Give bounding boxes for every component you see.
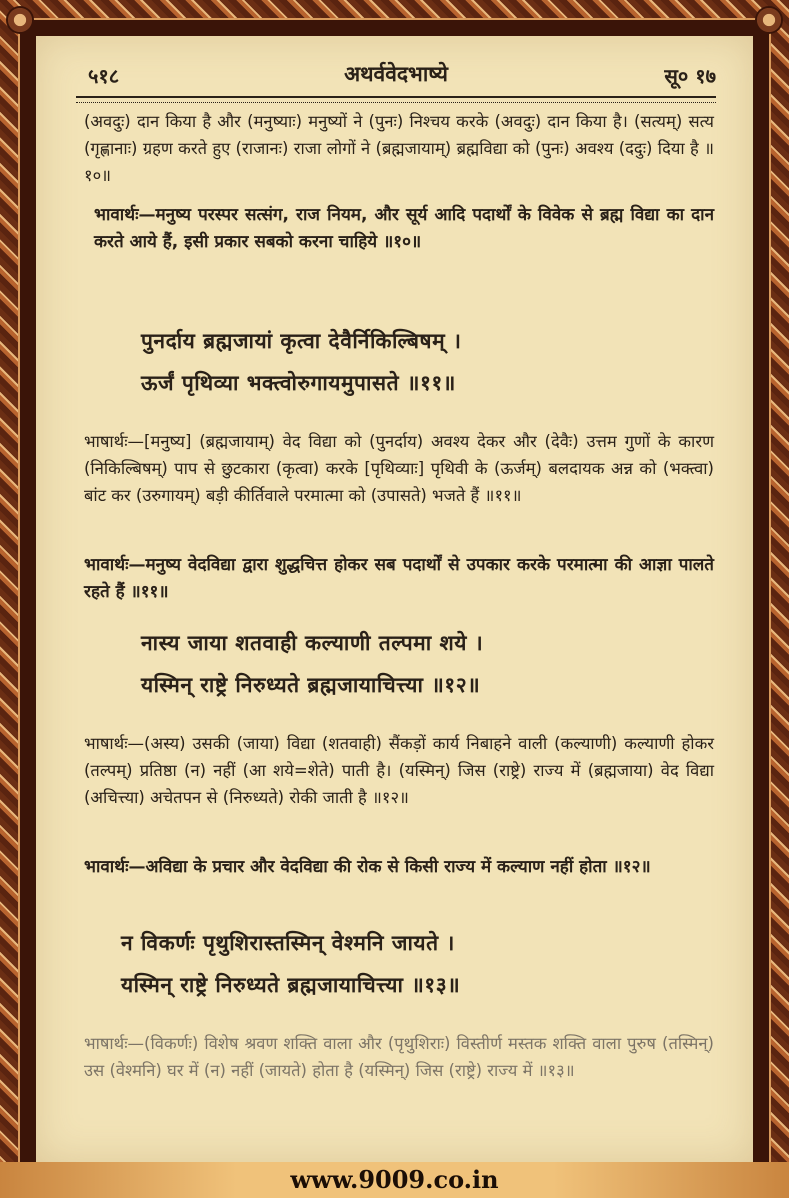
paragraph-bhavarth-12: भावार्थः—अविद्या के प्रचार और वेदविद्या की रोक से किसी राज्य में कल्याण नहीं होता ॥१२॥ [84, 857, 651, 877]
header-divider [76, 96, 716, 103]
paragraph-bhasharth-12: भाषार्थः—(अस्य) उसकी (जाया) विद्या (शतवाही) सैंकड़ों कार्य निबाहने वाली (कल्याणी) कल्याणी होकर (तल्पम्) प्रतिष्ठा (न) नहीं (आ शये=शेते) पाती है। (यस्मिन्) जिस (राष्ट्रे) राज्य में (ब्रह्मजाया) वेद विद्या (अचित्त्या) अचेतपन से (निरुध्यते) रोकी जाती है ॥१२॥ [84, 734, 714, 807]
book-page [36, 36, 753, 1162]
verse-13 [121, 922, 681, 1006]
paragraph-bhasharth-11: भाषार्थः—[मनुष्य] (ब्रह्मजायाम्) वेद विद्या को (पुनर्दाय) अवश्य देकर और (देवैः) उत्तम गुणों के कारण (निकिल्बिषम्) पाप से छुटकारा (कृत्वा) करके [पृथिव्याः] पृथिवी के (ऊर्जम्) बलदायक अन्न को (भक्त्वा) बांट कर (उरुगायम्) बड़ी कीर्तिवाले परमात्मा को (उपासते) भजते हैं ॥११॥ [84, 432, 714, 505]
paragraph-bhavarth-11: भावार्थः—मनुष्य वेदविद्या द्वारा शुद्धचित्त होकर सब पदार्थों से उपकार करके परमात्मा की आज्ञा पालते रहते हैं ॥११॥ [84, 555, 714, 602]
verse-line: यस्मिन् राष्ट्रे निरुध्यते ब्रह्मजायाचित्त्या ॥१३॥ [121, 972, 461, 997]
corner-ornament-icon [755, 6, 783, 34]
verse-11 [141, 320, 701, 404]
verse-12 [141, 622, 701, 706]
page-header [76, 58, 716, 92]
page-number: ५१८ [88, 64, 120, 88]
verse-line: ऊर्जं पृथिव्या भक्त्वोरुगायमुपासते ॥११॥ [141, 370, 456, 395]
sukta-number: सू० १७ [664, 64, 716, 88]
paragraph-bhavarth-10: भावार्थः—मनुष्य परस्पर सत्संग, राज नियम, और सूर्य आदि पदार्थों के विवेक से ब्रह्म विद्या का दान करते आये हैं, इसी प्रकार सबको करना चाहिये ॥१०॥ [94, 205, 714, 252]
verse-line: यस्मिन् राष्ट्रे निरुध्यते ब्रह्मजायाचित्त्या ॥१२॥ [141, 672, 481, 697]
verse-line: नास्य जाया शतवाही कल्याणी तल्पमा शये । [141, 630, 484, 655]
page-title: अथर्ववेदभाष्ये [344, 61, 448, 86]
paragraph-bhasharth-13: भाषार्थः—(विकर्णः) विशेष श्रवण शक्ति वाला और (पृथुशिराः) विस्तीर्ण मस्तक शक्ति वाला पुरुष (तस्मिन्) उस (वेश्मनि) घर में (न) नहीं (जायते) होता है (यस्मिन्) जिस (राष्ट्रे) राज्य में ॥१३॥ [84, 1034, 714, 1080]
verse-line: पुनर्दाय ब्रह्मजायां कृत्वा देवैर्निकिल्बिषम् । [141, 328, 462, 353]
paragraph-bhasharth-10: (अवदुः) दान किया है और (मनुष्याः) मनुष्यों ने (पुनः) निश्चय करके (अवदुः) दान किया है। (सत्यम्) सत्य (गृह्णानाः) ग्रहण करते हुए (राजानः) राजा लोगों ने (ब्रह्मजायाम्) ब्रह्मविद्या को (पुनः) अवश्य (ददुः) दिया है ॥१०॥ [84, 112, 714, 185]
site-watermark: www.9009.co.in [0, 1162, 789, 1198]
verse-line: न विकर्णः पृथुशिरास्तस्मिन् वेश्मनि जायते । [121, 930, 455, 955]
corner-ornament-icon [6, 6, 34, 34]
